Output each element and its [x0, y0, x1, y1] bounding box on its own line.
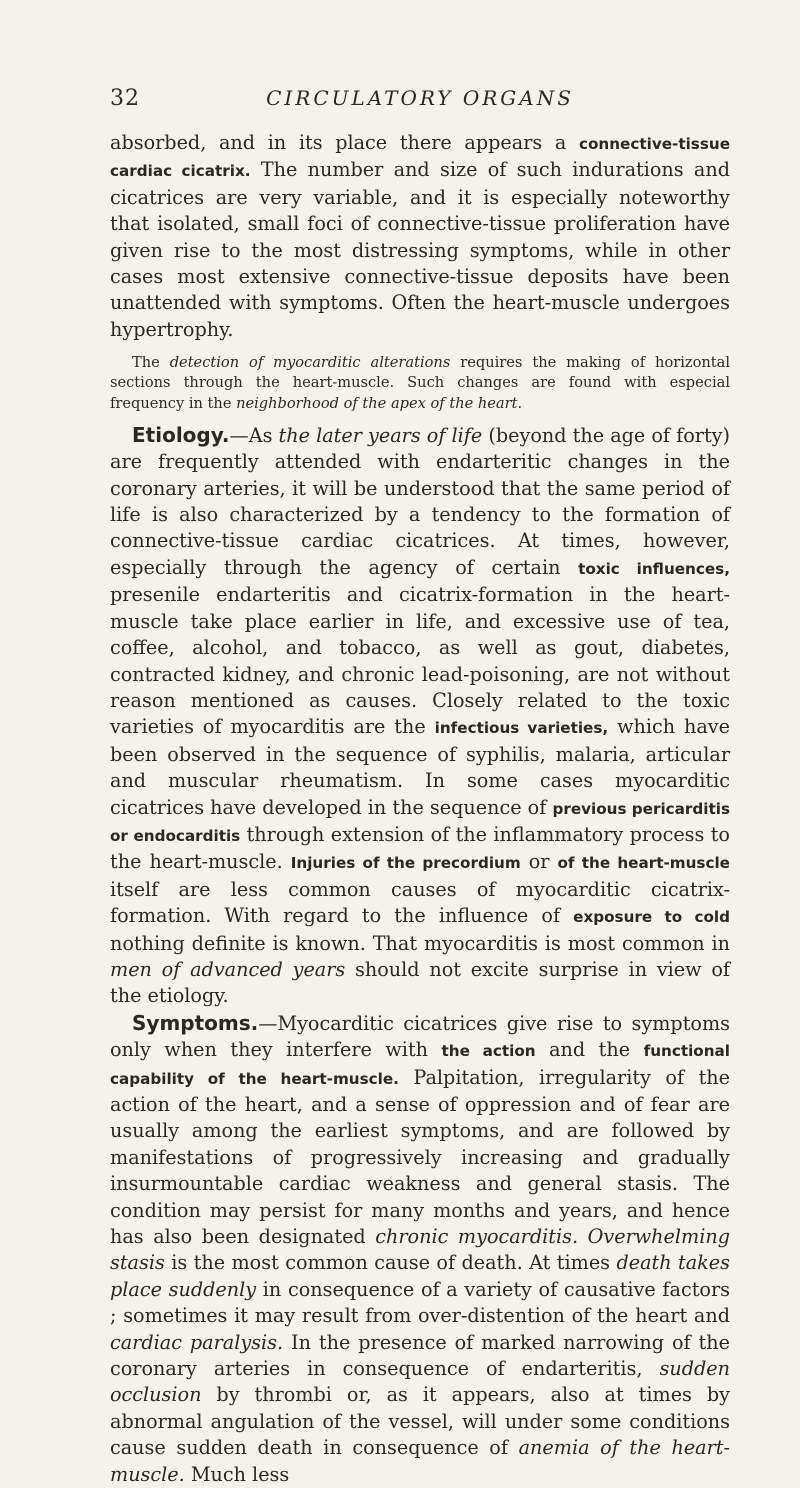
- page-header: [110, 86, 730, 116]
- italic-term: the later years of life: [278, 423, 483, 447]
- italic-term: sudden occlusion: [110, 1357, 730, 1407]
- page-body: [110, 130, 730, 1488]
- section-etiology: Etiology.—As the later years of life (beyond the age of forty) are frequently attended with endarteritic changes in the coronary arteries, it will be understood that the same period of life is also characterized by a tendency to the formation of connective-tissue cardiac cicatrices. At times, however, especially through the agency of certain toxic influences, presenile endarteritis and cicatrix-formation in the heart-muscle take place earlier in life, and excessive use of tea, coffee, alcohol, and tobacco, as well as gout, diabetes, contracted kidney, and chronic lead-poisoning, are not without reason mentioned as causes. Closely related to the toxic varieties of myocarditis are the infectious varieties, which have been observed in the sequence of syphilis, malaria, articular and muscular rheumatism. In some cases myocarditic cicatrices have developed in the sequence of previous pericarditis or endocarditis through extension of the inflammatory process to the heart-muscle. Injuries of the precordium or of the heart-muscle itself are less common causes of myocarditic cicatrix-formation. With regard to the influence of exposure to cold nothing definite is known. That myocarditis is most common in men of advanced years should not excite surprise in view of the etiology.: [110, 422, 731, 1008]
- italic-term: cardiac paralysis.: [110, 1330, 284, 1354]
- bold-term: the action: [441, 1042, 536, 1061]
- page-number: 32: [110, 86, 140, 111]
- bold-term: Injuries of the precordium: [290, 854, 521, 873]
- section-heading-etiology: Etiology.: [132, 422, 230, 447]
- bold-term: connective-tissue cardiac cicatrix.: [110, 135, 730, 181]
- bold-term: functional capability of the heart-muscle.: [110, 1042, 731, 1088]
- bold-term: infectious varieties,: [434, 719, 609, 738]
- bold-term: toxic influences,: [578, 559, 730, 578]
- running-head: CIRCULATORY ORGANS: [266, 86, 574, 110]
- italic-term: death takes place suddenly: [110, 1251, 730, 1301]
- bold-term: of the heart-muscle: [557, 854, 730, 873]
- bold-term: exposure to cold: [573, 908, 730, 927]
- note-detection: The detection of myocarditic alterations requires the making of horizontal sections through the heart-muscle. Such changes are found with especial frequency in the neighborhood of the apex of the heart.: [110, 354, 730, 412]
- section-symptoms: Symptoms.—Myocarditic cicatrices give rise to symptoms only when they interfere with the action and the functional capability of the heart-muscle. Palpitation, irregularity of the action of the heart, and a sense of oppression and of fear are usually among the earliest symptoms, and are followed by manifestations of progressively increasing and gradually insurmountable cardiac weakness and general stasis. The condition may persist for many months and years, and hence has also been designated chronic myocarditis. Overwhelming stasis is the most common cause of death. At times death takes place suddenly in consequence of a variety of causative factors ; sometimes it may result from over-distention of the heart and cardiac paralysis. In the presence of marked narrowing of the coronary arteries in consequence of endarteritis, sudden occlusion by thrombi or, as it appears, also at times by abnormal angulation of the vessel, will under some conditions cause sudden death in consequence of anemia of the heart-muscle. Much less: [110, 1010, 731, 1486]
- italic-term: neighborhood of the apex of the heart.: [236, 394, 523, 412]
- italic-term: chronic myocarditis.: [375, 1225, 579, 1249]
- section-heading-symptoms: Symptoms.: [132, 1010, 259, 1035]
- italic-term: anemia of the heart-muscle.: [110, 1436, 730, 1486]
- italic-term: Overwhelming stasis: [110, 1225, 730, 1275]
- italic-term: men of advanced years: [110, 957, 346, 981]
- paragraph-cicatrix: absorbed, and in its place there appears a connective-tissue cardiac cicatrix. The number and size of such indurations and cicatrices are very variable, and it is especially noteworthy that isolated, small foci of connective-tissue proliferation have given rise to the most distressing symptoms, while in other cases most extensive connective-tissue deposits have been unattended with symptoms. Often the heart-muscle undergoes hypertrophy.: [110, 131, 730, 341]
- italic-term: detection of myocarditic alterations: [169, 354, 451, 372]
- bold-term: previous pericarditis or endocarditis: [110, 799, 730, 845]
